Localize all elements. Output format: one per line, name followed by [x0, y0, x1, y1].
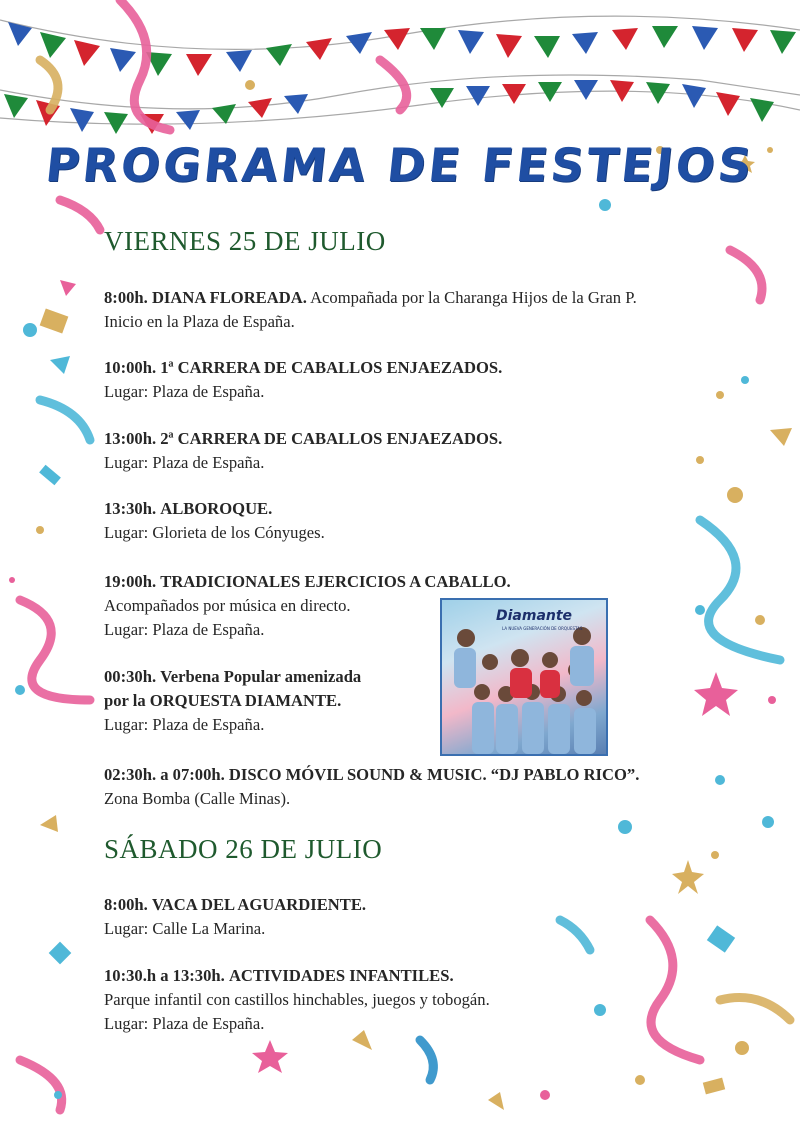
event-detail: Lugar: Plaza de España.	[104, 715, 265, 734]
event-actividades-infantiles	[104, 964, 490, 1036]
event-detail: Lugar: Plaza de España.	[104, 620, 265, 639]
event-diana-floreada	[104, 286, 637, 334]
event-time: 02:30h. a 07:00h.	[104, 765, 225, 784]
band-logo: Diamante	[496, 608, 573, 624]
event-segunda-carrera	[104, 427, 502, 475]
day-heading-friday: VIERNES 25 DE JULIO	[104, 226, 386, 256]
band-caption: LA NUEVA GENERACIÓN DE ORQUESTAS	[502, 626, 583, 631]
event-detail: Lugar: Calle La Marina.	[104, 919, 266, 938]
event-time: 00:30h.	[104, 667, 157, 686]
event-primera-carrera	[104, 356, 502, 404]
event-name: VACA DEL AGUARDIENTE.	[151, 895, 367, 914]
event-detail: Lugar: Plaza de España.	[104, 1014, 265, 1033]
event-alboroque	[104, 497, 325, 545]
event-time: 13:30h.	[104, 499, 157, 518]
event-time: 13:00h.	[104, 429, 157, 448]
event-disco-movil	[104, 763, 639, 811]
event-time: 8:00h.	[104, 895, 148, 914]
day-heading-saturday: SÁBADO 26 DE JULIO	[104, 834, 383, 864]
event-name: DIANA FLOREADA.	[151, 288, 307, 307]
event-time: 10:30.h a 13:30h.	[104, 966, 225, 985]
event-detail: Parque infantil con castillos hinchables, juegos y tobogán.	[104, 990, 490, 1009]
event-name: 1ª CARRERA DE CABALLOS ENJAEZADOS.	[160, 358, 503, 377]
event-name: ALBOROQUE.	[160, 499, 273, 518]
orquesta-diamante-photo	[440, 598, 608, 756]
event-time: 10:00h.	[104, 358, 157, 377]
event-vaca-aguardiente	[104, 893, 366, 941]
event-detail: por la ORQUESTA DIAMANTE.	[104, 691, 342, 710]
event-detail: Zona Bomba (Calle Minas).	[104, 789, 291, 808]
event-name: 2ª CARRERA DE CABALLOS ENJAEZADOS.	[160, 429, 503, 448]
event-detail: Lugar: Plaza de España.	[104, 382, 265, 401]
event-verbena-popular	[104, 665, 361, 737]
event-name: TRADICIONALES EJERCICIOS A CABALLO.	[160, 572, 511, 591]
event-detail: Lugar: Plaza de España.	[104, 453, 265, 472]
event-name: ACTIVIDADES INFANTILES.	[228, 966, 454, 985]
event-detail: Lugar: Glorieta de los Cónyuges.	[104, 523, 325, 542]
event-detail: Inicio en la Plaza de España.	[104, 312, 295, 331]
page-title: PROGRAMA DE FESTEJOS	[43, 138, 757, 192]
event-detail: Acompañados por música en directo.	[104, 596, 351, 615]
event-time: 8:00h.	[104, 288, 148, 307]
event-time: 19:00h.	[104, 572, 157, 591]
event-name: Verbena Popular amenizada	[160, 667, 362, 686]
event-description: Acompañada por la Charanga Hijos de la Gran P.	[310, 288, 637, 307]
event-name: DISCO MÓVIL SOUND & MUSIC. “DJ PABLO RICO”.	[224, 765, 640, 784]
